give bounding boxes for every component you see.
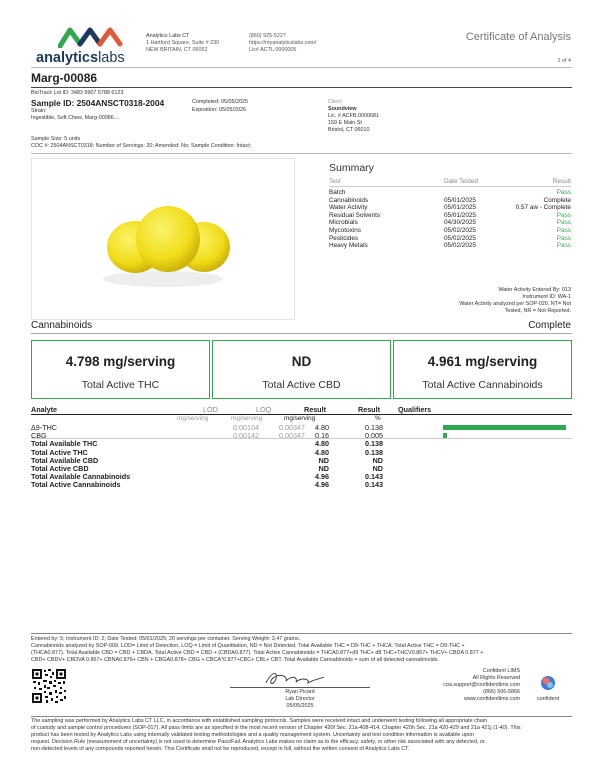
summary-result: Pass [556,234,571,242]
confident-logo-icon [540,675,556,691]
analyte-result-pct: 0.143 [365,472,383,482]
disclaimer-2: of custody and sample control procedures (SOP-017). All pass limits are as specified in the most recent version of Chapter 420f Sec. 21a-408-414, Chapter 420h Sec. 21a 420-429 and 21a 421j (1-40). This [31,725,521,731]
unit-loq: mg/serving [231,415,263,422]
lab-address-2: NEW BRITAIN, CT 06052 [146,47,208,53]
summary-header [329,178,571,186]
qualifier-bar [443,433,447,438]
summary-col-date: Date Tested [444,178,478,185]
logo-text-bold: analytics [36,50,99,66]
total-active-cbd-label: Total Active CBD [262,379,341,391]
lab-name: Analytics Labs CT [146,33,190,39]
sample-divider [31,87,572,88]
disclaimer-1: The sampling was performed by Analytics Labs CT LLC, in accordance with established sampling protocols. Samples were received intact and underwent testing following all appropriate chain [31,718,487,724]
analyte-name: Total Active CBD [31,464,89,473]
summary-test: Mycotoxins [329,227,361,234]
footer-note-1: Entered by: 5; Instrument ID: 2; Date Tested: 05/01/2025; 20 servings per container. Serving Weight: 3.47 grams. [31,636,301,642]
info-divider [31,153,572,154]
summary-result: Complete [543,196,571,204]
water-note-2: Instrument ID: WA-1 [522,294,571,300]
total-active-cannabinoids-value: 4.961 mg/serving [427,354,538,369]
header-divider [31,67,572,68]
lab-info [146,33,219,54]
total-active-thc-box [31,340,210,399]
client-address-1: 159 E Main St [328,120,362,126]
qr-code[interactable] [31,668,67,704]
analyte-result-pct: 0.143 [365,480,383,490]
analyte-table-header [31,405,571,414]
analyte-result-pct: 0.138 [365,439,383,449]
analyte-name: Δ9-THC [31,423,57,432]
summary-date: 05/02/2025 [444,242,476,250]
client-address-2: Bristol, CT 06010 [328,127,370,133]
signature-line [230,687,370,688]
footer-note-2: Cannabinoids analyzed by SOP-009. LOD= Limit of Detection, LOQ = Limit of Quantitation, ND = Not Detected. Total Available THC = D9-THC + THCA. Total Active THC = D9-THC + [31,643,465,649]
signer-info [230,689,370,710]
water-note-1: Water Activity Entered By: 013 [498,287,571,293]
analyte-name: Total Available Cannabinoids [31,472,131,482]
total-active-cannabinoids-label: Total Active Cannabinoids [422,379,543,391]
total-active-thc-label: Total Active THC [81,379,160,391]
summary-date: 05/02/2025 [444,234,476,242]
summary-title: Summary [329,162,374,174]
lims-phone: (866) 506-5866 [483,689,520,695]
client-label: Client [328,99,342,105]
lims-rights: All Rights Reserved [472,675,520,681]
client-license: Lic. # ACFB.0000681 [328,113,379,119]
signature [258,667,328,689]
summary-result: 0.57 aw - Complete [515,204,571,212]
water-note-4: Tested, NR = Not Reported. [504,308,571,314]
lims-website[interactable]: www.confidentlims.com [463,696,520,702]
analyte-name: Total Active Cannabinoids [31,480,121,490]
analyte-name: CBG [31,431,47,441]
analyte-result-mg: 4.80 [315,439,329,449]
analyte-result-pct: 0.138 [365,447,383,457]
sign-date: 05/05/2025 [286,703,314,709]
water-note-3: Water Activity analyzed per SOP-020. NT= Not [459,301,571,307]
analyte-name: Total Active THC [31,447,88,457]
doc-title: Certificate of Analysis [465,31,571,43]
sample-name: Marg-00086 [31,71,98,85]
total-active-thc-value: 4.798 mg/serving [65,354,176,369]
cannabinoids-status: Complete [528,320,571,331]
cannabinoids-title: Cannabinoids [31,320,93,331]
disclaimer-3: product has been tested by Analytics Labs using internally validated testing methodologies and a quality management system. Uncertainty and test condition information is available upon [31,732,474,738]
confident-logo [533,675,563,703]
cannabinoids-divider [31,333,572,334]
page-number: 1 of 4 [557,58,571,64]
summary-col-result: Result [552,178,571,185]
summary-result: Pass [556,219,571,227]
analyte-lod: 0.00142 [233,431,259,441]
footer-note-4: CBD+ CBDV+ CBDVA 0.867+ CBNA0.876+ CBN + CBGA0.878+ CBG + CBCA*0.877+CBC+ CBL+ CBT. Total Available Cannabinoids = sum of all detected cannabinoids. [31,657,439,663]
col-loq: LOQ [256,405,272,414]
logo-text-light: labs [98,50,125,66]
col-qualifiers: Qualifiers [398,405,432,414]
analyte-result-mg: 4.80 [315,447,329,457]
analyte-result-mg: 4.96 [315,480,329,490]
lab-logo [36,26,136,70]
completed-date: Completed: 05/05/2025 [192,99,249,105]
disclaimer [31,718,576,753]
expiration-date: Expiration: 05/05/2026 [192,107,246,113]
analyte-name: Total Available CBD [31,455,99,465]
total-active-cbd-box [212,340,391,399]
lab-address-1: 1 Hartford Square, Suite # 230 [146,40,220,46]
analyte-result-mg: ND [318,455,329,465]
lab-website[interactable]: https://myanalyticslabs.com/ [249,40,317,46]
analyte-result-mg: 0.16 [315,431,329,441]
table-row [31,480,571,489]
summary-result: Pass [556,242,571,250]
summary-test: Batch [329,189,346,196]
analyte-divider [31,438,572,439]
lab-license: Lic# ACTL.0000005 [249,47,297,53]
analyte-result-mg: 4.96 [315,472,329,482]
client-info [328,99,379,134]
lims-info [443,668,520,703]
footer-notes [31,636,576,664]
summary-date: 05/01/2025 [444,204,476,212]
analyte-result-mg: 4.80 [315,423,329,432]
summary-test: Heavy Metals [329,242,368,250]
analyte-result-pct: ND [372,455,383,465]
summary-date: 05/02/2025 [444,227,476,234]
analyte-result-mg: ND [318,464,329,473]
disclaimer-divider [31,716,572,717]
analyte-loq: 0.00347 [279,423,305,432]
analyte-result-pct: 0.005 [365,431,383,441]
signature-icon [258,667,328,689]
water-activity-notes [459,287,571,315]
col-lod: LOD [203,405,218,414]
summary-result: Pass [556,227,571,234]
col-result-2: Result [358,405,380,414]
lab-contact [249,33,316,54]
lims-name: Confident LIMS [482,668,520,674]
total-active-cannabinoids-box [393,340,572,399]
logo-mark-icon [58,26,128,48]
signer-name: Ryan Picard [285,689,315,695]
sample-id: Sample ID: 2504ANSCT0318-2004 [31,98,165,108]
qr-code-icon [31,668,67,704]
unit-percent: % [375,415,381,422]
coc-line: COC #: 2504ANSCT0318; Number of Servings: 20; Amended: No; Sample Condition: Intact; [31,143,252,149]
summary-test: Cannabinoids [329,196,369,204]
lims-email[interactable]: coa.support@confidentlims.com [443,682,520,688]
summary-test: Pesticides [329,234,359,242]
analyte-lod: 0.00104 [233,423,259,432]
lab-phone: (860) 925-5227 [249,33,286,39]
analyte-result-pct: 0.138 [365,423,383,432]
footer-note-3: (THCA0.877). Total Available CBD = CBD + CBDA. Total Active CBD = CBD + (CBDA0.877). Total Active Cannabinoids = THCA0.877+d9 THC+ d8 THC+THCV0.867+ THCV+ CBDA 0.877 + [31,650,484,656]
summary-header-divider [329,186,571,187]
qualifier-bar [443,425,566,430]
summary-result: Pass [556,189,571,196]
unit-lod: mg/serving [177,415,209,422]
analyte-result-pct: ND [372,464,383,473]
summary-date: 04/30/2025 [444,219,476,227]
confident-logo-text: confident [536,696,560,702]
sample-size: Sample Size: 5 units [31,136,81,142]
strain-label: Strain: [31,108,47,114]
client-name: Soundview [328,106,357,112]
sample-type: Ingestible, Soft Chew, Marg-00086… [31,115,120,121]
summary-date: 05/01/2025 [444,196,476,204]
disclaimer-5: non-detected levels of any compounds reported herein. This Certificate shall not be reproduced, except in full, without the written consent of Analytics Labs CT. [31,746,410,752]
footer-top-divider [31,633,572,634]
summary-row [329,242,571,250]
total-active-cbd-value: ND [291,354,312,369]
summary-test: Residual Solvents [329,211,381,219]
summary-test: Microbials [329,219,358,227]
summary-date: 05/01/2025 [444,211,476,219]
signer-title: Lab Director [285,696,315,702]
gummy-image [32,159,294,319]
summary-test: Water Activity [329,204,368,212]
analyte-name: Total Available THC [31,439,98,449]
col-result: Result [304,405,326,414]
analyte-loq: 0.00347 [279,431,305,441]
summary-result: Pass [556,211,571,219]
summary-col-test: Test [329,178,341,185]
biotrack-id: BioTrack Lot ID: 3483 9907 5788 6123 [31,90,124,96]
col-analyte: Analyte [31,405,57,414]
unit-result: mg/serving [284,415,316,422]
product-photo [31,158,295,320]
disclaimer-4: request. Decision Rule (measurement of uncertainty) is not used to determine Pass/Fail. Analytics Labs makes no claim as to the efficacy, safety, or other risk associated with any detected, or [31,739,485,745]
